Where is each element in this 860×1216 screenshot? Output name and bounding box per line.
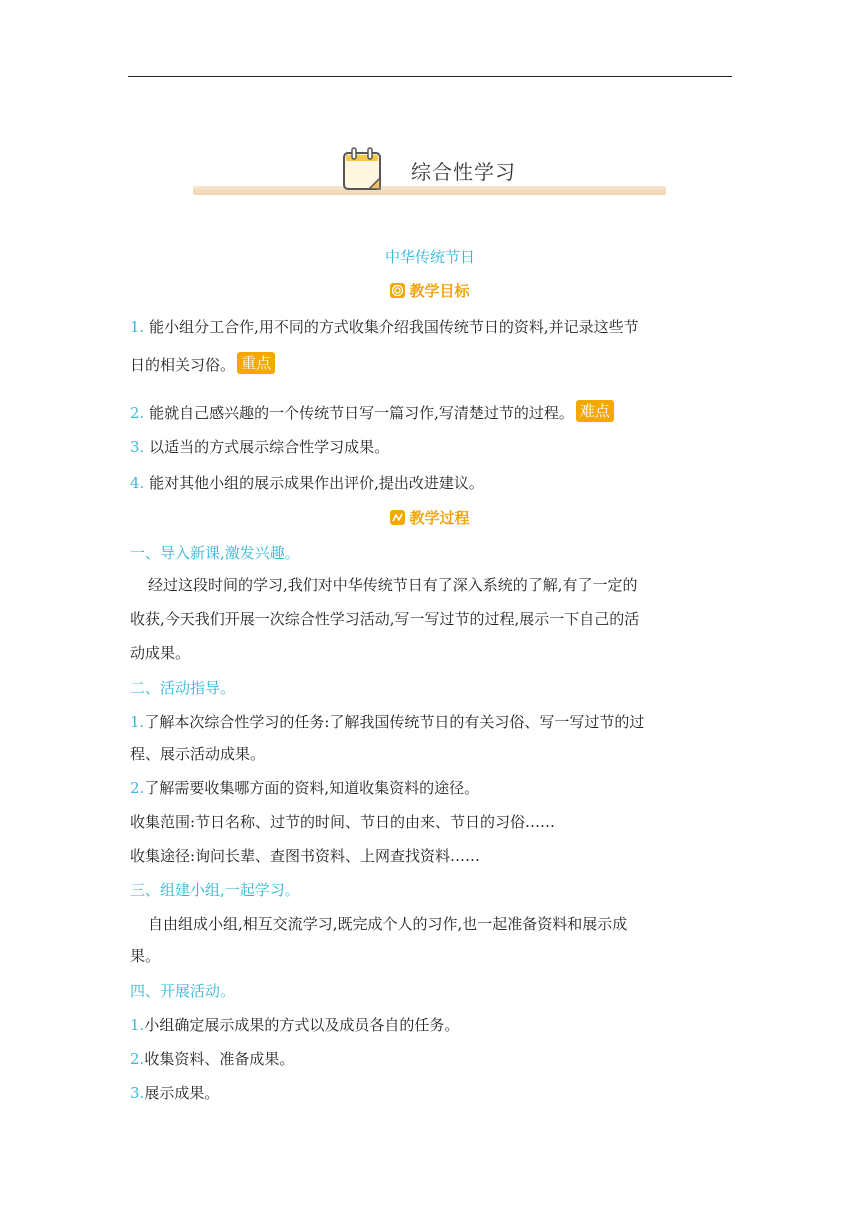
step-3-title: 三、组建小组,一起学习。 [130,881,300,899]
goal-item-2 [130,400,614,423]
goal-text: 日的相关习俗。 [130,356,236,374]
item-number: 3. [130,1084,145,1102]
banner-title: 综合性学习 [411,160,516,184]
goal-text: 能就自己感兴趣的一个传统节日写一篇习作,写清楚过节的过程。 [149,404,574,422]
goal-number: 2. [130,404,145,422]
step-1-title: 一、导入新课,激发兴趣。 [130,544,300,562]
collection-range: 收集范围:节日名称、过节的时间、节日的由来、节日的习俗…… [130,813,556,831]
step-2-item-1-line1 [130,711,644,732]
goal-text: 能对其他小组的展示成果作出评价,提出改进建议。 [149,474,484,492]
item-text: 小组确定展示成果的方式以及成员各自的任务。 [144,1016,460,1034]
paragraph-line: 经过这段时间的学习,我们对中华传统节日有了深入系统的了解,有了一定的 [148,576,638,594]
item-number: 2. [130,1050,145,1068]
item-text: 了解本次综合性学习的任务:了解我国传统节日的有关习俗、写一写过节的过 [144,713,645,731]
key-point-badge: 重点 [237,352,275,374]
goal-text: 以适当的方式展示综合性学习成果。 [149,438,390,456]
item-text: 收集资料、准备成果。 [144,1050,295,1068]
paragraph-line: 果。 [130,947,161,965]
target-icon [390,283,405,298]
goal-item-1-line1 [130,316,639,337]
goal-number: 4. [130,474,145,492]
step-2-item-1-line2: 程、展示活动成果。 [130,745,266,763]
difficult-point-badge: 难点 [576,400,614,422]
header-rule [128,76,732,77]
section-banner [193,140,666,200]
goal-number: 1. [130,318,145,336]
step-4-item-1 [130,1014,459,1035]
goals-heading [0,280,860,301]
step-2-title: 二、活动指导。 [130,679,236,697]
item-number: 1. [130,1016,145,1034]
paragraph-line: 收获,今天我们开展一次综合性学习活动,写一写过节的过程,展示一下自己的活 [130,610,640,628]
step-4-title: 四、开展活动。 [130,982,236,1000]
step-4-item-3 [130,1082,219,1103]
item-number: 1. [130,713,145,731]
process-heading-label: 教学过程 [409,509,470,527]
item-text: 展示成果。 [144,1084,220,1102]
process-heading [0,507,860,528]
step-4-item-2 [130,1048,294,1069]
goal-item-1-line2 [130,352,275,375]
banner-underline [193,186,666,195]
step-2-item-2 [130,777,479,798]
paragraph-line: 自由组成小组,相互交流学习,既完成个人的习作,也一起准备资料和展示成 [148,915,628,933]
lesson-title: 中华传统节日 [384,248,475,266]
item-number: 2. [130,779,145,797]
goal-number: 3. [130,438,145,456]
process-icon [390,510,405,525]
item-text: 了解需要收集哪方面的资料,知道收集资料的途径。 [144,779,480,797]
goal-item-3 [130,436,389,457]
paragraph-line: 动成果。 [130,644,191,662]
goal-text: 能小组分工合作,用不同的方式收集介绍我国传统节日的资料,并记录这些节 [149,318,639,336]
goals-heading-label: 教学目标 [409,282,470,300]
collection-ways: 收集途径:询问长辈、查图书资料、上网查找资料…… [130,847,481,865]
calendar-icon [341,146,385,192]
goal-item-4 [130,472,484,493]
